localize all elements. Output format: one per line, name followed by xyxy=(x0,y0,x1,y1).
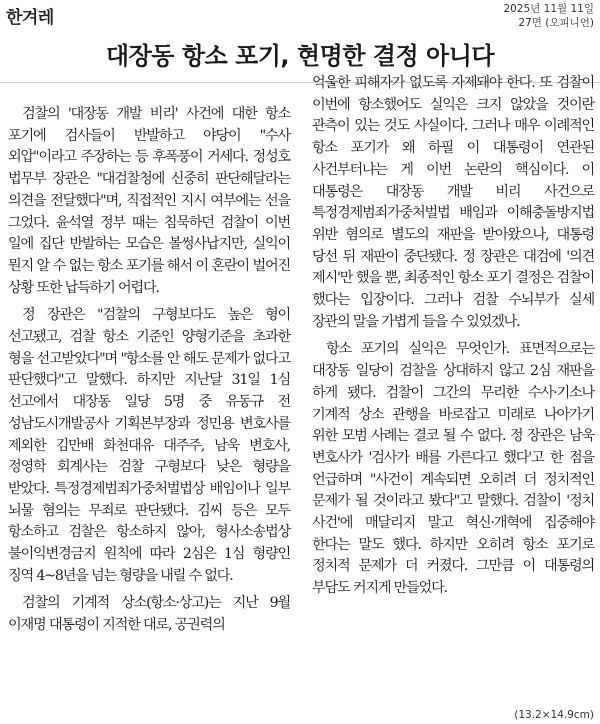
page-section: 27면 (오피니언) xyxy=(518,17,594,29)
article-column-right xyxy=(312,73,594,606)
clipping-size-note: (13.2×14.9cm) xyxy=(514,709,594,721)
paragraph: 정 장관은 "검찰의 구형보다도 높은 형이 선고됐고, 검찰 항소 기준인 양형기준을 초과한 형을 선고받았다"며 "항소를 안 해도 문제가 없다고 판단했다"고 말했다. 하지만 지난달 31일 1심 선고에서 대장동 일당 5명 중 유동규 전 성남도시개발공사 기획본부장과 정민용 변호사를 제외한 김만배 화천대유 대주주, 남욱 변호사, 정영학 회계사는 검찰 구형보다 낮은 형량을 받았다. 특정경제범죄가중처벌법상 배임이나 일부 뇌물 혐의는 무죄로 판단됐다. 김씨 등은 모두 항소하고 검찰은 항소하지 않아, 형사소송법상 불이익변경금지 원칙에 따라 2심은 1심 형량인 징역 4~8년을 넘는 형량을 내릴 수 없다. xyxy=(8,307,290,584)
paragraph: 억울한 피해자가 없도록 자제돼야 한다. 또 검찰이 이번에 항소했어도 실익은 크지 않았을 것이란 관측이 있는 것도 사실이다. 그러나 매우 이례적인 항소 포기가 왜 하필 이 대통령이 연관된 사건부터냐는 게 이번 논란의 핵심이다. 이 대통령은 대장동 개발 비리 사건으로 특정경제범죄가중처벌법 배임과 이해충돌방지법 위반 혐의로 별도의 재판을 받아왔으나, 대통령 당선 뒤 재판이 중단됐다. 정 장관은 대검에 '의견 제시'만 했을 뿐, 최종적인 항소 포기 결정은 검찰이 했다는 입장이다. 그러나 검찰 수뇌부가 실세 장관의 말을 가볍게 들을 수 있었겠나. xyxy=(312,75,594,330)
editorial-headline: 대장동 항소 포기, 현명한 결정 아니다 xyxy=(105,42,495,70)
paragraph: 검찰의 기계적 상소(항소·상고)는 지난 9월 이재명 대통령이 지적한 대로, 공권력의 xyxy=(8,595,290,634)
paragraph: 항소 포기의 실익은 무엇인가. 표면적으로는 대장동 일당이 검찰을 상대하지 않고 2심 재판을 하게 됐다. 검찰이 그간의 무리한 수사·기소나 기계적 상소 관행을 바로잡고 미래로 나아가기 위한 모범 사례는 결코 될 수 없다. 정 장관은 남욱 변호사가 '검사가 배를 가른다고 했다'고 한 점을 언급하며 "사건이 계속되면 오히려 더 정치적인 문제가 될 것이라고 봤다"고 말했다. 검찰이 '정치 사건'에 매달리지 말고 혁신·개혁에 집중해야 한다는 말도 했다. 하지만 오히려 항소 포기로 정치적 문제가 더 커졌다. 그만큼 이 대통령의 부담도 커지게 만들었다. xyxy=(312,341,594,597)
article-column-left xyxy=(8,104,290,643)
publication-date: 2025년 11월 11일 xyxy=(503,3,594,15)
paragraph: 검찰의 '대장동 개발 비리' 사건에 대한 항소 포기에 검사들이 반발하고 야당이 "수사 외압"이라고 주장하는 등 후폭풍이 거세다. 정성호 법무부 장관은 "대검찰청에 신중히 판단해달라는 의견을 전달했다"며, 직접적인 지시 여부에는 선을 그었다. 윤석열 정부 때는 침묵하던 검찰이 이번 일에 집단 반발하는 모습은 볼썽사납지만, 실익이 뭔지 알 수 없는 항소 포기를 해서 이 혼란이 벌어진 상황 또한 납득하기 어렵다. xyxy=(8,106,290,296)
masthead-logo: 한겨레 xyxy=(6,8,54,28)
publication-meta xyxy=(503,2,594,30)
